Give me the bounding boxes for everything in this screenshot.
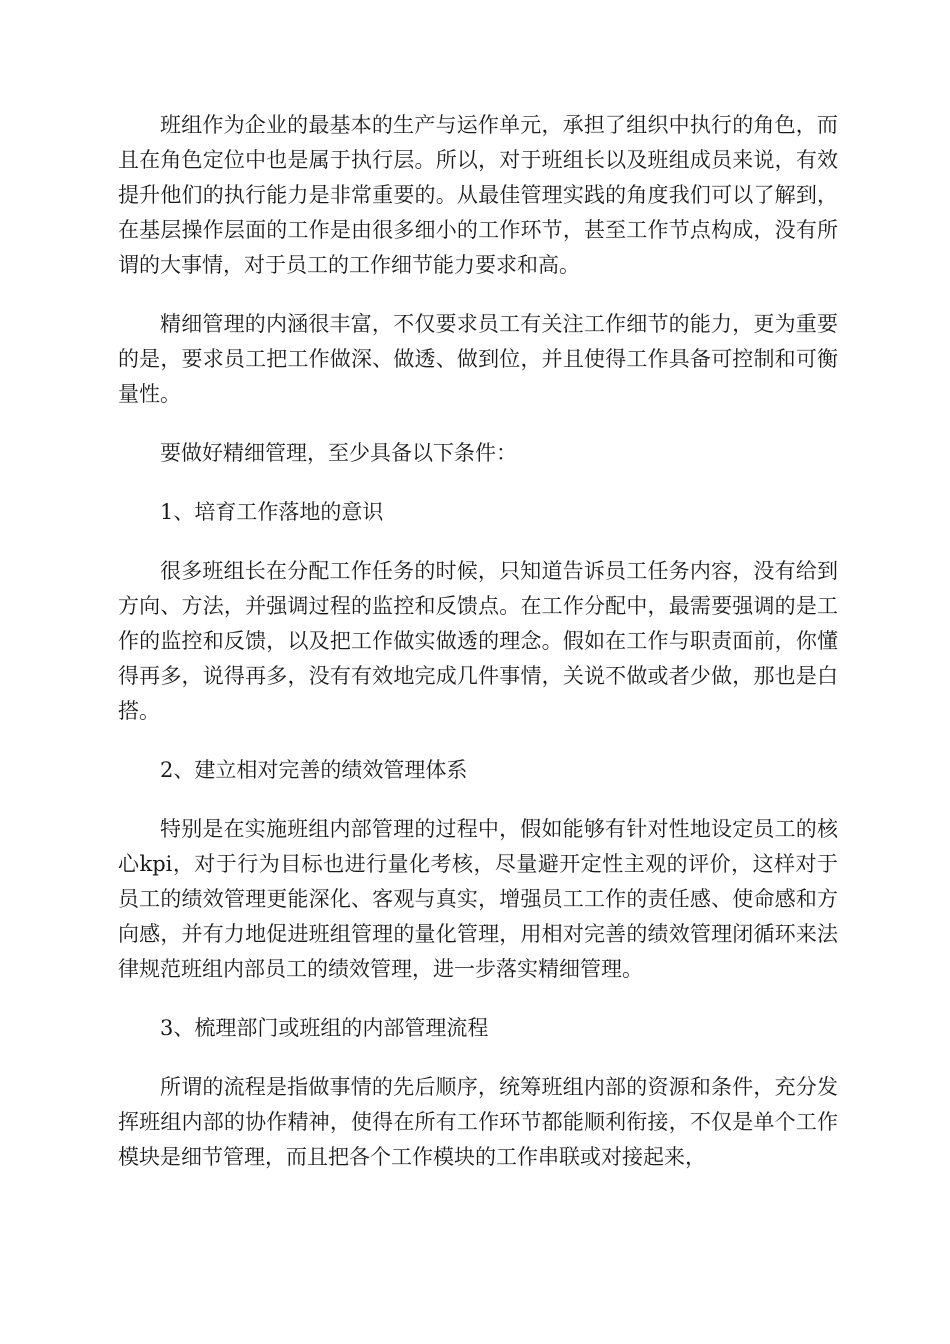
section-heading-1: 1、培育工作落地的意识: [160, 500, 384, 524]
paragraph-section-3: 所谓的流程是指做事情的先后顺序，统筹班组内部的资源和条件，充分发挥班组内部的协作精神，使得在所有工作环节都能顺利衔接，不仅是单个工作模块是细节管理，而且把各个工作模块的工作串联或对接起来，: [118, 1075, 838, 1169]
paragraph-intro: 班组作为企业的最基本的生产与运作单元，承担了组织中执行的角色，而且在角色定位中也是属于执行层。所以，对于班组长以及班组成员来说，有效提升他们的执行能力是非常重要的。从最佳管理实践的角度我们可以了解到，在基层操作层面的工作是由很多细小的工作环节，甚至工作节点构成，没有所谓的大事情，对于员工的工作细节能力要求和高。: [118, 113, 838, 277]
paragraph-section-2: 特别是在实施班组内部管理的过程中，假如能够有针对性地设定员工的核心kpi，对于行为目标也进行量化考核，尽量避开定性主观的评价，这样对于员工的绩效管理更能深化、客观与真实，增强员工工作的责任感、使命感和方向感，并有力地促进班组管理的量化管理，用相对完善的绩效管理闭循环来法律规范班组内部员工的绩效管理，进一步落实精细管理。: [118, 817, 838, 981]
paragraph-fine-management: 精细管理的内涵很丰富，不仅要求员工有关注工作细节的能力，更为重要的是，要求员工把工作做深、做透、做到位，并且使得工作具备可控制和可衡量性。: [118, 312, 838, 406]
document-page: [118, 108, 838, 1199]
section-heading-3: 3、梳理部门或班组的内部管理流程: [160, 1016, 489, 1040]
paragraph-section-1: 很多班组长在分配工作任务的时候，只知道告诉员工任务内容，没有给到方向、方法，并强调过程的监控和反馈点。在工作分配中，最需要强调的是工作的监控和反馈，以及把工作做实做透的理念。假如在工作与职责面前，你懂得再多，说得再多，没有有效地完成几件事情，关说不做或者少做，那也是白搭。: [118, 559, 838, 723]
paragraph-conditions: 要做好精细管理，至少具备以下条件：: [160, 441, 517, 465]
section-heading-2: 2、建立相对完善的绩效管理体系: [160, 758, 468, 782]
